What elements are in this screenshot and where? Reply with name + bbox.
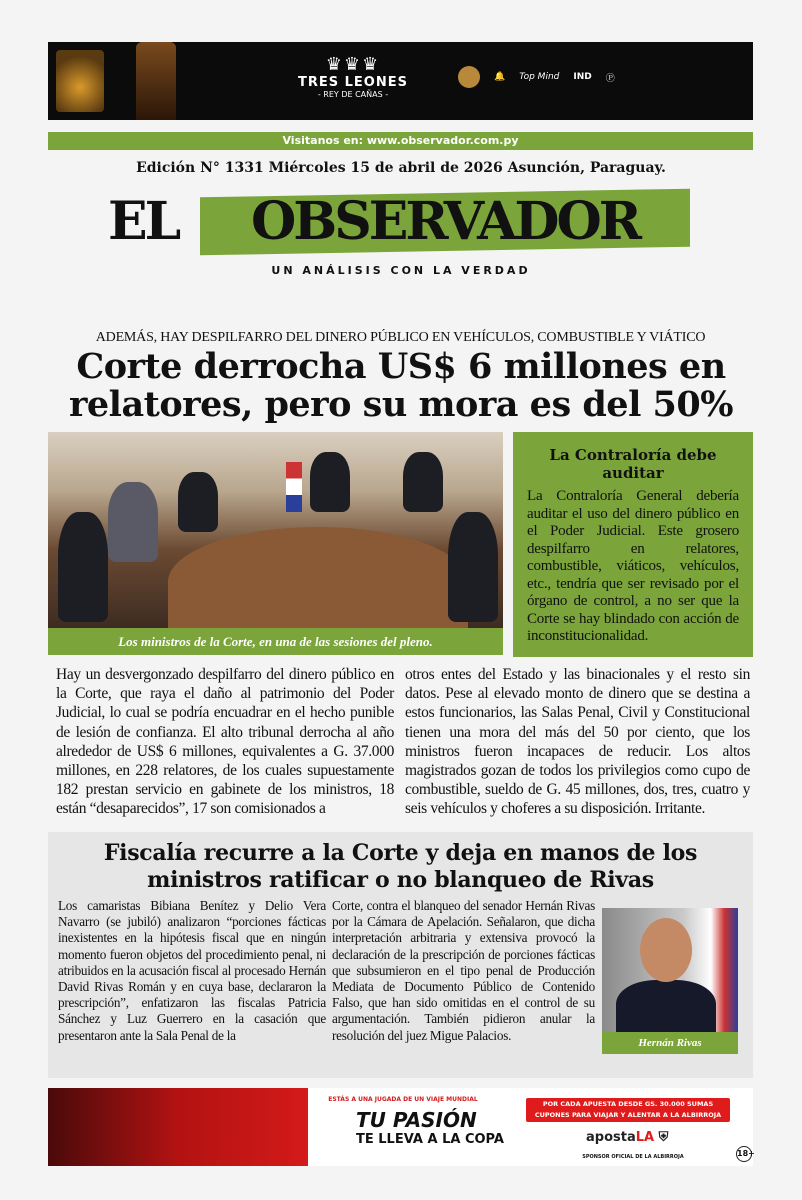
person — [448, 512, 498, 622]
football-players-image — [48, 1088, 308, 1166]
bottom-advertisement[interactable] — [48, 1088, 753, 1166]
person — [403, 452, 443, 512]
hernan-rivas-photo — [602, 908, 738, 1032]
table — [168, 527, 468, 637]
lead-kicker: ADEMÁS, HAY DESPILFARRO DEL DINERO PÚBLICO EN VEHÍCULOS, COMBUSTIBLE Y VIÁTICO — [95, 330, 706, 345]
second-body-column-2: Corte, contra el blanqueo del senador Hernán Rivas por la Cámara de Apelación. Señalaron, que dicha interpretación arbitraria y extensiva provocó la declaración de la prescripción de porciones fácticas que subsumieron en el tipo penal de Producción Mediata de Documento Público de Contenido Falso, que han sido omitidas en el control de su argumentación. También pidieron anular la resolución del juez Migue Palacios. — [332, 898, 595, 1043]
sidebar-text: La Contraloría General debería auditar el uso del dinero público en el Poder Judicial. Este grosero despilfarro en relatores, combustible, viáticos, vehículos, etc., tendría que ser revisado por el órgano de control, a no ser que la Corte se hay blindado con acción de inconstitucionalidad. — [527, 488, 739, 644]
ad-brand — [283, 54, 423, 99]
age-restriction-icon: 18+ — [736, 1146, 752, 1162]
ad-brand-name: TRES LEONES — [298, 75, 408, 90]
gold-medal-icon — [458, 66, 480, 88]
ad-promo: POR CADA APUESTA DESDE GS. 30.000 SUMAS CUPONES PARA VIAJAR Y ALENTAR A LA ALBIRROJA — [526, 1098, 730, 1122]
sidebar-box — [513, 432, 753, 657]
paraguay-flag — [286, 462, 302, 512]
lead-body-column-2: otros entes del Estado y las binacionales y el resto sin datos. Pese al elevado monto de dinero que se destina a estos funcionarios, las Salas Penal, Civil y Constitucional tienen una mora del más del 50 por ciento, que los ministros fueron incapaces de reducir. Los altos magistrados gozan de todos los privilegios como cupo de combustible, sueldo de G. 45 millones, dos, tres, cuatro y seis vehículos y choferes a su disposición. Irritante. — [405, 666, 750, 818]
edition-line: Edición N° 1331 Miércoles 15 de abril de 2026 Asunción, Paraguay. — [136, 160, 666, 176]
top-advertisement[interactable] — [48, 42, 753, 120]
ad-sponsor: SPONSOR OFICIAL DE LA ALBIRROJA — [582, 1154, 684, 1160]
rivas-photo-caption: Hernán Rivas — [602, 1032, 738, 1054]
ad-brand-subtitle: - REY DE CAÑAS - — [317, 90, 389, 99]
ad-title-1: TU PASIÓN — [356, 1108, 477, 1132]
whisky-glass-image — [56, 50, 104, 112]
court-session-photo — [48, 432, 503, 628]
apostala-logo — [586, 1130, 668, 1145]
second-headline: Fiscalía recurre a la Corte y deja en manos de los ministros ratificar o no blanqueo de Rivas — [103, 840, 698, 893]
ad-kicker: ESTÁS A UNA JUGADA DE UN VIAJE MUNDIAL — [328, 1096, 478, 1103]
logo-part-a: aposta — [586, 1130, 636, 1145]
badge-ind: IND — [573, 72, 592, 82]
p-badge-icon: Ⓟ — [605, 73, 615, 84]
sidebar-title: La Contraloría debe auditar — [549, 446, 717, 482]
ad-title-2: TE LLEVA A LA COPA — [356, 1132, 504, 1147]
photo-caption: Los ministros de la Corte, en una de las sesiones del pleno. — [48, 628, 503, 655]
person — [108, 482, 158, 562]
face — [640, 918, 692, 982]
website-banner[interactable]: Visitanos en: www.observador.com.py — [48, 132, 753, 150]
person — [178, 472, 218, 532]
lead-body-column-1: Hay un desvergonzado despilfarro del dinero público en la Corte, que raya el daño al patrimonio del Poder Judicial, lo cual se podría encuadrar en el hecho punible de lesión de confianza. El alto tribunal derrocha al año alrededor de US$ 6 millones, equivalentes a G. 37.000 millones, en 228 relatores, de los cuales supuestamente 182 prestan servicio en gabinete de los ministros, 18 están “desaparecidos”, 17 son comisionados a — [56, 666, 394, 818]
second-body-column-1: Los camaristas Bibiana Benítez y Delio Vera Navarro (se jubiló) analizaron “porciones fácticas inexistentes en la hipótesis fiscal que en ningún momento fueron objetos del procedimiento penal, ni atribuidos en la acusación fiscal al procesado Hernán David Rivas Román y en cuya base, declararon la prescripción”, enfatizaron las fiscalas Patricia Sánchez y Luz Guerrero en la casación que presentaron ante la Sala Penal de la — [58, 898, 326, 1043]
bell-icon: 🔔 — [494, 72, 506, 82]
person — [310, 452, 350, 512]
lion-logo-icon: ♛♛♛ — [325, 54, 381, 75]
tagline: UN ANÁLISIS CON LA VERDAD — [271, 264, 531, 277]
rum-bottle-image — [136, 42, 176, 120]
badge-top-mind: Top Mind — [519, 72, 560, 82]
logo-el: EL — [108, 191, 179, 252]
logo-part-b: LA — [635, 1130, 655, 1145]
award-badges — [458, 66, 615, 88]
lead-headline: Corte derrocha US$ 6 millones en relatores, pero su mora es del 50% — [68, 346, 734, 425]
suit — [616, 980, 716, 1040]
person — [58, 512, 108, 622]
apf-shield-icon: ⛨ — [658, 1130, 669, 1145]
logo-observador: OBSERVADOR — [250, 191, 640, 252]
